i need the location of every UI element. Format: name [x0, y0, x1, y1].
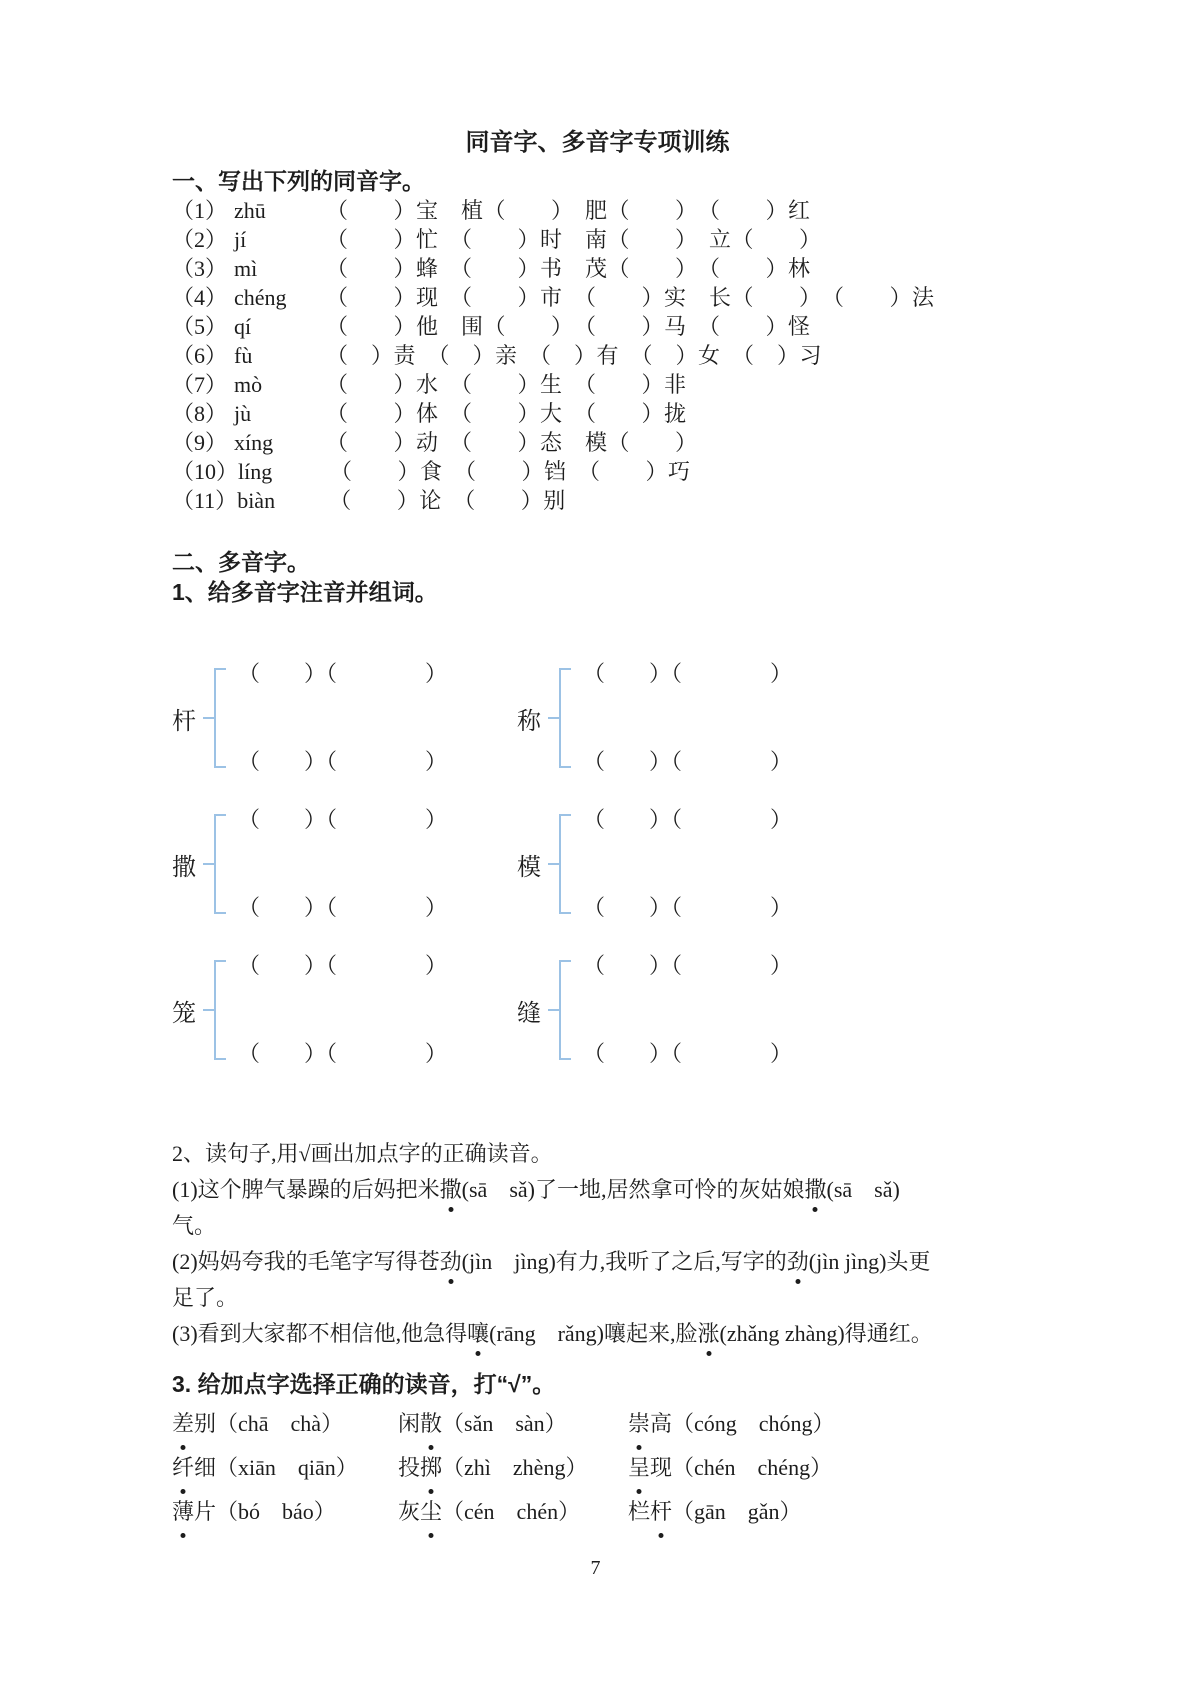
section-polyphones — [172, 547, 1023, 1534]
bracket-tick — [203, 1009, 214, 1011]
item-number: （1） — [172, 198, 228, 223]
item-pinyin: qí — [234, 314, 252, 339]
item-number: （3） — [172, 256, 228, 281]
section2-sub3-heading: 3. 给加点字选择正确的读音，打“√”。 — [172, 1371, 556, 1397]
item-number: （8） — [172, 401, 228, 426]
text-segment: （sǎn sàn） — [442, 1411, 567, 1436]
answer-rows — [238, 808, 447, 920]
bracket-tick — [203, 717, 214, 719]
text-segment: 投 — [398, 1455, 421, 1480]
item-pinyin: fù — [234, 343, 253, 368]
item-pinyin: xíng — [234, 430, 274, 455]
dotted-char: 散 — [420, 1402, 442, 1446]
polyphone-groups — [172, 661, 1023, 1066]
item-number: （9） — [172, 430, 228, 455]
polyphone-character: 称 — [517, 708, 541, 735]
homophone-item — [172, 254, 1023, 283]
answer-blanks-bottom: （ ）（ ） — [238, 749, 448, 774]
section1-heading: 一、写出下列的同音字。 — [172, 168, 425, 194]
answer-blanks-bottom: （ ）（ ） — [238, 1041, 448, 1066]
text-segment: (2)妈妈夸我的毛笔字写得苍 — [172, 1249, 440, 1274]
text-segment: (jìn jìng)头更足了。 — [172, 1249, 931, 1310]
text-segment: （gān gǎn） — [672, 1499, 802, 1524]
item-number: （11） — [172, 488, 238, 513]
polyphone-character: 模 — [517, 854, 541, 881]
homophone-item — [172, 196, 1023, 225]
item-number: （4） — [172, 285, 228, 310]
text-segment: 细（xiān qiān） — [194, 1455, 358, 1480]
item-blanks: （ ）忙 （ ）时 南（ ） 立（ ） — [326, 227, 822, 252]
item-pinyin: mò — [234, 372, 263, 397]
bracket — [559, 960, 573, 1060]
text-segment: (sā sǎ)气。 — [172, 1177, 900, 1238]
item-number: （2） — [172, 227, 228, 252]
dotted-char: 崇 — [628, 1402, 650, 1446]
section2-heading: 二、多音字。 — [172, 549, 310, 575]
text-segment: （cén chén） — [442, 1499, 581, 1524]
answer-blanks-top: （ ）（ ） — [238, 807, 448, 832]
bracket — [214, 668, 228, 768]
polyphone-group — [172, 953, 517, 1066]
homophone-item — [172, 312, 1023, 341]
sentence — [172, 1316, 934, 1352]
section2-sub2-heading: 2、读句子,用√画出加点字的正确读音。 — [172, 1141, 553, 1166]
homophone-item — [172, 457, 1023, 486]
dotted-char: 嚷 — [467, 1316, 489, 1352]
bracket-tick — [548, 717, 559, 719]
bracket — [559, 814, 573, 914]
dotted-char: 掷 — [420, 1446, 442, 1490]
text-segment: 高（cóng chóng） — [650, 1411, 835, 1436]
answer-blanks-bottom: （ ）（ ） — [238, 895, 448, 920]
item-number: （5） — [172, 314, 228, 339]
answer-rows — [583, 808, 792, 920]
polyphone-character: 撒 — [172, 854, 196, 881]
polyphone-character: 笼 — [172, 1000, 196, 1027]
word-entry — [398, 1402, 628, 1446]
polyphone-character: 缝 — [517, 1000, 541, 1027]
polyphone-group — [172, 661, 517, 774]
polyphone-group — [517, 953, 1023, 1066]
polyphone-group — [517, 661, 1023, 774]
section2-sub1-heading: 1、给多音字注音并组词。 — [172, 579, 438, 605]
item-blanks: （ ）论 （ ）别 — [329, 488, 566, 513]
dotted-char: 杆 — [650, 1490, 672, 1534]
section-homophones — [172, 166, 1023, 515]
item-pinyin: líng — [238, 459, 273, 484]
item-blanks: （ ）现 （ ）市 （ ）实 长（ ） （ ）法 — [326, 285, 935, 310]
item-blanks: （ ）食 （ ）铛 （ ）巧 — [330, 459, 691, 484]
homophone-list — [172, 196, 1023, 515]
item-pinyin: jí — [234, 227, 247, 252]
word-choice-grid — [172, 1402, 1023, 1534]
answer-blanks-top: （ ）（ ） — [238, 661, 448, 686]
dotted-char: 差 — [172, 1402, 194, 1446]
text-segment: 栏 — [628, 1499, 651, 1524]
bracket-tick — [548, 1009, 559, 1011]
dotted-char: 劲 — [440, 1244, 462, 1280]
bracket — [214, 960, 228, 1060]
sentence — [172, 1172, 934, 1244]
item-blanks: （ ）动 （ ）态 模（ ） — [326, 430, 698, 455]
bracket-tick — [203, 863, 214, 865]
bracket-tick — [548, 863, 559, 865]
dotted-char: 劲 — [787, 1244, 809, 1280]
answer-blanks-top: （ ）（ ） — [583, 661, 793, 686]
text-segment: (sā sǎ)了一地,居然拿可怜的灰姑娘 — [461, 1177, 805, 1202]
dotted-char: 撒 — [804, 1172, 826, 1208]
item-blanks: （ ）蜂 （ ）书 茂（ ） （ ）林 — [326, 256, 811, 281]
word-entry — [628, 1446, 1023, 1490]
item-number: （6） — [172, 343, 228, 368]
item-pinyin: jù — [234, 401, 252, 426]
text-segment: 灰 — [398, 1499, 421, 1524]
item-pinyin: zhū — [234, 198, 266, 223]
item-pinyin: chéng — [234, 285, 287, 310]
word-entry — [398, 1446, 628, 1490]
homophone-item — [172, 283, 1023, 312]
sentence-list — [172, 1172, 934, 1352]
page-number: 7 — [590, 1557, 601, 1579]
dotted-char: 呈 — [628, 1446, 650, 1490]
text-segment: (jìn jìng)有力,我听了之后,写字的 — [461, 1249, 787, 1274]
text-segment: 片（bó báo） — [194, 1499, 336, 1524]
page-title: 同音字、多音字专项训练 — [465, 129, 730, 156]
word-entry — [172, 1490, 398, 1534]
word-entry — [628, 1490, 1023, 1534]
polyphone-character: 杆 — [172, 708, 196, 735]
answer-blanks-bottom: （ ）（ ） — [583, 1041, 793, 1066]
answer-rows — [583, 954, 792, 1066]
item-blanks: （ ）宝 植（ ） 肥（ ） （ ）红 — [326, 198, 811, 223]
dotted-char: 尘 — [420, 1490, 442, 1534]
answer-blanks-top: （ ）（ ） — [583, 953, 793, 978]
homophone-item — [172, 486, 1023, 515]
dotted-char: 撒 — [440, 1172, 462, 1208]
dotted-char: 薄 — [172, 1490, 194, 1534]
word-entry — [628, 1402, 1023, 1446]
text-segment: (zhǎng zhàng)得通红。 — [719, 1321, 933, 1346]
text-segment: 现（chén chéng） — [650, 1455, 833, 1480]
homophone-item — [172, 399, 1023, 428]
text-segment: (3)看到大家都不相信他,他急得 — [172, 1321, 468, 1346]
homophone-item — [172, 370, 1023, 399]
dotted-char: 纤 — [172, 1446, 194, 1490]
answer-blanks-bottom: （ ）（ ） — [583, 749, 793, 774]
item-blanks: （ ）体 （ ）大 （ ）拢 — [326, 401, 687, 426]
item-blanks: （ ）他 围（ ） （ ）马 （ ）怪 — [326, 314, 811, 339]
item-pinyin: biàn — [237, 488, 276, 513]
homophone-item — [172, 428, 1023, 457]
item-blanks: （ ）责 （ ）亲 （ ）有 （ ）女 （ ）习 — [326, 343, 823, 368]
sentence — [172, 1244, 934, 1316]
bracket — [559, 668, 573, 768]
word-entry — [172, 1446, 398, 1490]
bracket — [214, 814, 228, 914]
word-entry — [172, 1402, 398, 1446]
polyphone-group — [172, 807, 517, 920]
answer-rows — [583, 662, 792, 774]
polyphone-group — [517, 807, 1023, 920]
text-segment: 闲 — [398, 1411, 421, 1436]
answer-blanks-top: （ ）（ ） — [238, 953, 448, 978]
answer-rows — [238, 662, 447, 774]
item-blanks: （ ）水 （ ）生 （ ）非 — [326, 372, 687, 397]
answer-blanks-bottom: （ ）（ ） — [583, 895, 793, 920]
text-segment: （zhì zhèng） — [442, 1455, 588, 1480]
text-segment: (rāng rǎng)嚷起来,脸 — [489, 1321, 698, 1346]
homophone-item — [172, 341, 1023, 370]
item-pinyin: mì — [234, 256, 258, 281]
answer-blanks-top: （ ）（ ） — [583, 807, 793, 832]
word-entry — [398, 1490, 628, 1534]
text-segment: (1)这个脾气暴躁的后妈把米 — [172, 1177, 440, 1202]
homophone-item — [172, 225, 1023, 254]
item-number: （10） — [172, 459, 239, 484]
dotted-char: 涨 — [698, 1316, 720, 1352]
text-segment: 别（chā chà） — [194, 1411, 344, 1436]
item-number: （7） — [172, 372, 228, 397]
answer-rows — [238, 954, 447, 1066]
